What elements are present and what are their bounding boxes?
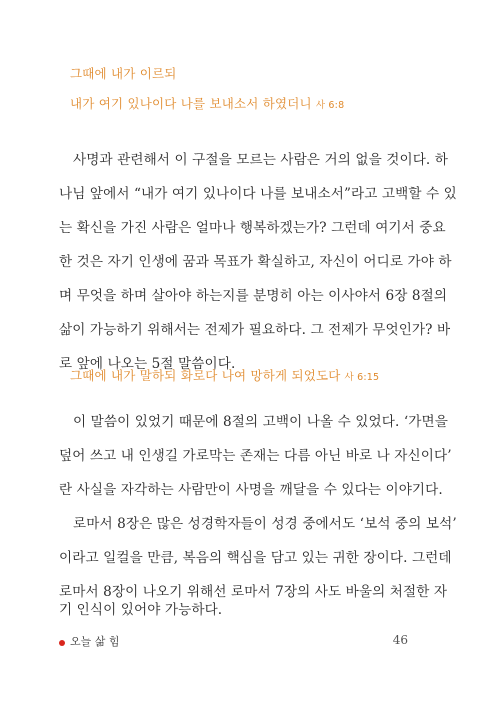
paragraph-2-line-5: 이라고 일컬을 만큼, 복음의 핵심을 담고 있는 귀한 장이다. 그런데 — [59, 550, 452, 566]
paragraph-2-line-4: 로마서 8장은 많은 성경학자들이 성경 중에서도 ‘보석 중의 보석’ — [73, 516, 457, 532]
verse-1-line-2 — [70, 94, 344, 112]
paragraph-2-line-1: 이 말씀이 있었기 때문에 8절의 고백이 나올 수 있었다. ‘가면을 — [73, 414, 448, 430]
verse-1-text: 내가 여기 있나이다 나를 보내소서 하였더니 — [70, 96, 312, 111]
paragraph-1-line-2: 나님 앞에서 “내가 여기 있나이다 나를 보내소서”라고 고백할 수 있 — [59, 186, 457, 202]
page-number: 46 — [392, 633, 408, 647]
verse-2-text: 그때에 내가 말하되 화로다 나여 망하게 되었도다 — [70, 368, 341, 383]
paragraph-1-line-7: 로 앞에 나오는 5절 말씀이다. — [59, 356, 236, 372]
paragraph-2-line-6: 로마서 8장이 나오기 위해선 로마서 7장의 사도 바울의 처절한 자 — [59, 584, 448, 600]
paragraph-2-line-2: 덮어 쓰고 내 인생길 가로막는 존재는 다름 아닌 바로 나 자신이다’ — [59, 448, 452, 464]
verse-2-reference: 사 6:15 — [344, 372, 380, 383]
paragraph-2-line-7: 기 인식이 있어야 가능하다. — [59, 602, 223, 618]
paragraph-1-line-5: 며 무엇을 하며 살아야 하는지를 분명히 아는 이사야서 6장 8절의 — [59, 288, 448, 304]
paragraph-1-line-4: 한 것은 자기 인생에 꿈과 목표가 확실하고, 자신이 어디로 가야 하 — [59, 254, 452, 270]
paragraph-2-line-3: 란 사실을 자각하는 사람만이 사명을 깨달을 수 있다는 이야기다. — [59, 482, 443, 498]
verse-1-reference: 사 6:8 — [315, 100, 345, 111]
footer-book-title: 오늘 삶 힘 — [70, 635, 120, 648]
footer-bullet-icon — [59, 640, 65, 646]
verse-1-line-1: 그때에 내가 이르되 — [70, 66, 177, 81]
paragraph-1-line-3: 는 확신을 가진 사람은 얼마나 행복하겠는가? 그런데 여기서 중요 — [59, 220, 446, 236]
paragraph-1-line-1: 사명과 관련해서 이 구절을 모르는 사람은 거의 없을 것이다. 하 — [73, 152, 448, 168]
paragraph-1-line-6: 삶이 가능하기 위해서는 전제가 필요하다. 그 전제가 무엇인가? 바 — [59, 322, 451, 338]
verse-2-line-1 — [70, 366, 379, 384]
